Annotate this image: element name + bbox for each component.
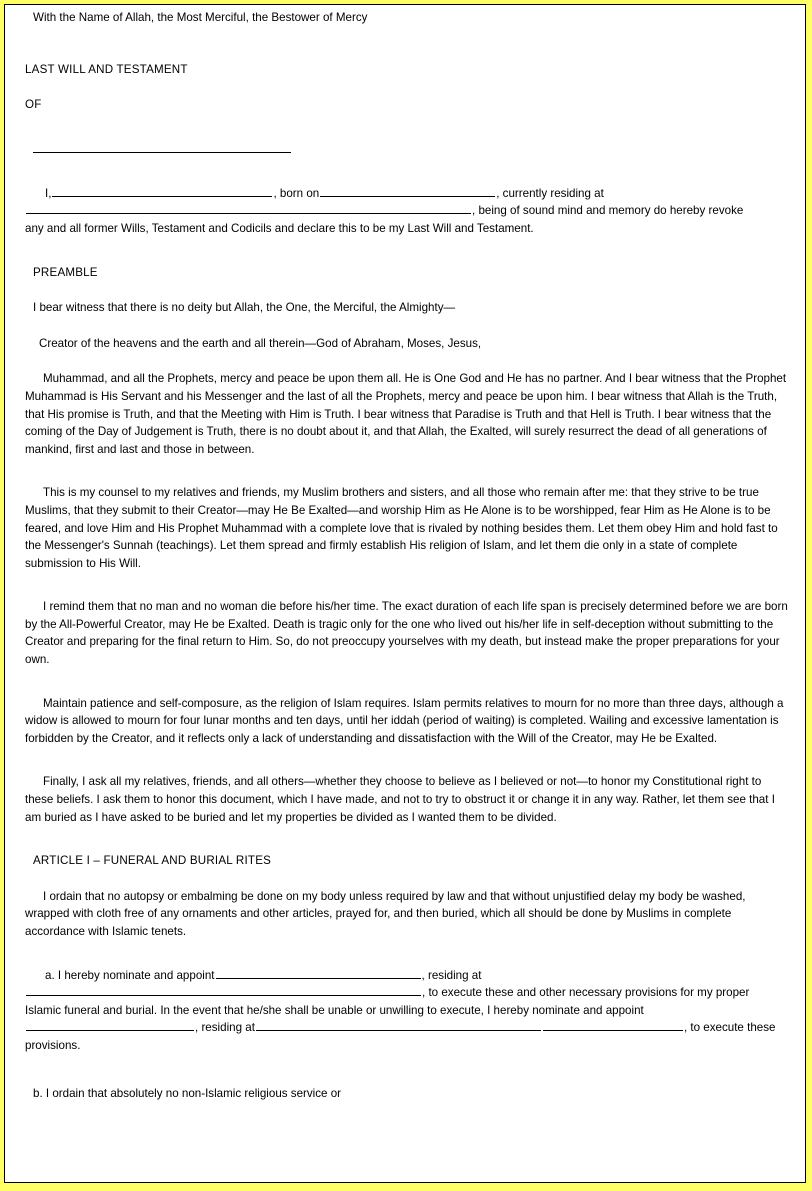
article-1-item-a [25, 967, 789, 1055]
intro-residing-label: , currently residing at [496, 186, 604, 200]
spacer [25, 238, 789, 264]
article-1-item-b: b. I ordain that absolutely no non-Islamic religious service or [33, 1086, 342, 1100]
intro-born-on-label: , born on [273, 186, 320, 200]
spacer [25, 826, 789, 852]
article-1-paragraph-1: I ordain that no autopsy or embalming be done on my body unless required by law and that without unjustified delay my body be washed, wrapped with cloth free of any ornaments and other articles, prayed for, and then buried, which all should be done by Muslims in complete accordance with Islamic tenets. [25, 889, 746, 938]
intro-revoke-line: any and all former Wills, Testament and Codicils and declare this to be my Last Will and Testament. [25, 221, 534, 235]
basmala-line: With the Name of Allah, the Most Merciful, the Bestower of Mercy [33, 11, 368, 24]
spacer [25, 458, 789, 484]
article-1-heading: ARTICLE I – FUNERAL AND BURIAL RITES [33, 854, 272, 868]
item-a-residing-1: , residing at [421, 968, 482, 982]
spacer [25, 572, 789, 598]
spacer [25, 747, 789, 773]
spacer [25, 870, 789, 888]
spacer [25, 941, 789, 967]
preamble-paragraph-3: I remind them that no man and no woman die before his/her time. The exact duration of each life span is precisely determined before we are born by the All-Powerful Creator, may He be Exalted. Death is tragic only for the one who lived out his/her life in self-deception without submitting to the Creator and preparing for the final return to Him. So, do not preoccupy yourselves with my death, but instead make the proper preparations for your own. [25, 600, 788, 667]
spacer [25, 352, 789, 370]
item-a-execute-1: , to execute these and other necessary provisions for my proper [422, 986, 750, 1000]
intro-paragraph [25, 185, 789, 238]
spacer [25, 114, 789, 152]
executor-2-name-blank[interactable] [26, 1019, 194, 1031]
spacer [25, 153, 789, 185]
item-a-tail: provisions. [25, 1038, 81, 1052]
document-page [4, 4, 806, 1183]
preamble-heading: PREAMBLE [33, 265, 98, 279]
spacer [25, 317, 789, 335]
executor-1-name-blank[interactable] [216, 967, 421, 979]
executor-2-address-blank[interactable] [256, 1019, 541, 1031]
spacer [25, 78, 789, 96]
preamble-paragraph-5: Finally, I ask all my relatives, friends, and all others—whether they choose to believe as I believed or not—to honor my Constitutional right to these beliefs. I ask them to honor this document, which I have made, and not to try to obstruct it or change it in any way. Rather, let them see that I am buried as I have asked to be buried and let my properties be divided as I wanted them to be divided. [25, 775, 775, 824]
executor-1-address-blank[interactable] [26, 984, 421, 996]
intro-i-label: I, [45, 186, 52, 200]
item-a-residing-2: , residing at [195, 1021, 255, 1035]
spacer [25, 281, 789, 299]
item-a-execute-2: , to execute these [683, 1021, 776, 1035]
item-a-lead: a. I hereby nominate and appoint [45, 968, 215, 982]
item-a-continue-1: Islamic funeral and burial. In the event that he/she shall be unable or unwilling to execute, I hereby nominate and appoint [25, 1003, 644, 1017]
preamble-line-2: Creator of the heavens and the earth and all therein—God of Abraham, Moses, Jesus, [39, 336, 482, 350]
document-title: LAST WILL AND TESTAMENT [25, 62, 188, 76]
executor-2-address-extra-blank[interactable] [543, 1019, 683, 1031]
preamble-line-1: I bear witness that there is no deity but Allah, the One, the Merciful, the Almighty— [33, 301, 456, 315]
spacer [25, 1055, 789, 1085]
birth-date-blank[interactable] [320, 185, 495, 197]
preamble-paragraph-2: This is my counsel to my relatives and friends, my Muslim brothers and sisters, and all those who remain after me: that they strive to be true Muslims, that they submit to their Creator—may He Be Exalted—and worship Him as He Alone is to be worshipped, fear Him as He Alone is to be feared, and love Him and His Prophet Muhammad with a complete love that is rivaled by nothing besides them. Let them obey Him and hold fast to the Messenger's Sunnah (teachings). Let them spread and firmly establish His religion of Islam, and let them die only in a state of complete submission to His Will. [25, 486, 778, 570]
preamble-paragraph-4: Maintain patience and self-composure, as the religion of Islam requires. Islam permits relatives to mourn for no more than three days, although a widow is allowed to mourn for four lunar months and ten days, until her iddah (period of waiting) is completed. Wailing and excessive lamentation is forbidden by the Creator, and it reflects only a lack of understanding and dissatisfaction with the Will of the Creator, may He be Exalted. [25, 696, 784, 745]
intro-sound-mind-label: , being of sound mind and memory do hereby revoke [472, 204, 744, 218]
preamble-paragraph-1: Muhammad, and all the Prophets, mercy and peace be upon them all. He is One God and He has no partner. And I bear witness that the Prophet Muhammad is His Servant and his Messenger and the last of all the Prophets, mercy and peace be upon him. I bear witness that Allah is the Truth, that His promise is Truth, and that the Meeting with Him is Truth. I bear witness that Paradise is Truth and that Hell is Truth. I bear witness that the coming of the Day of Judgement is Truth, there is no doubt about it, and that Allah, the Exalted, will surely resurrect the dead of all generations of mankind, first and last and those in between. [25, 372, 787, 456]
document-body [5, 5, 805, 1182]
address-blank[interactable] [26, 202, 471, 214]
spacer [25, 27, 789, 61]
of-label: OF [25, 98, 42, 112]
spacer [25, 669, 789, 695]
testator-name-blank[interactable] [52, 185, 272, 197]
